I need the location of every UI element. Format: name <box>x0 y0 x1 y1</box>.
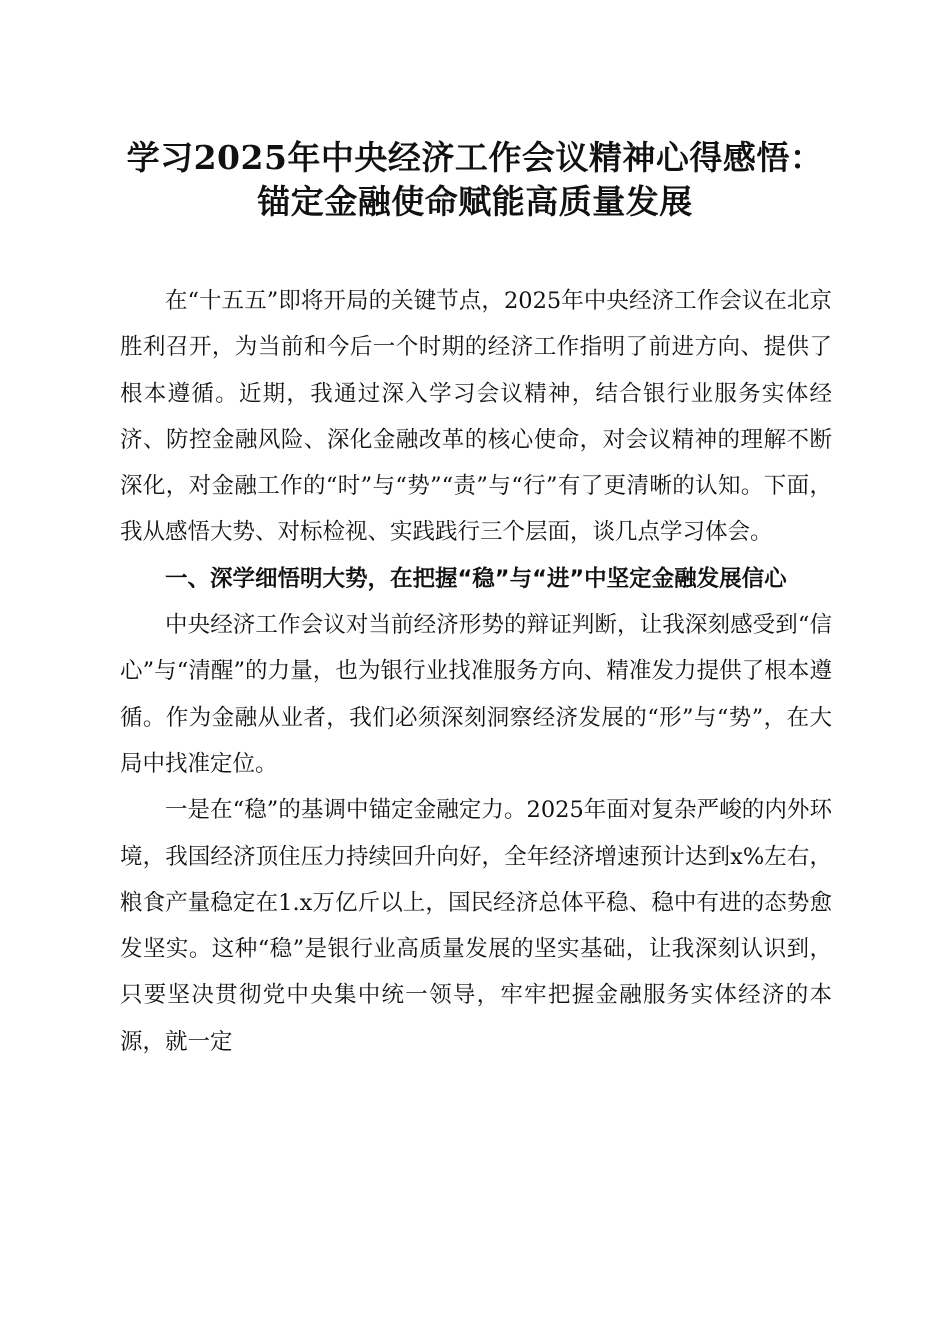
intro-paragraph: 在“十五五”即将开局的关键节点，2025年中央经济工作会议在北京胜利召开，为当前和今后一个时期的经济工作指明了前进方向、提供了根本遵循。近期，我通过深入学习会议精神，结合银行业服务实体经济、防控金融风险、深化金融改革的核心使命，对会议精神的理解不断深化，对金融工作的“时”与“势”“责”与“行”有了更清晰的认知。下面，我从感悟大势、对标检视、实践践行三个层面，谈几点学习体会。 <box>120 288 832 546</box>
document-body <box>120 278 832 1065</box>
section-1-paragraph-1: 中央经济工作会议对当前经济形势的辩证判断，让我深刻感受到“信心”与“清醒”的力量，也为银行业找准服务方向、精准发力提供了根本遵循。作为金融从业者，我们必须深刻洞察经济发展的“形”与“势”，在大局中找准定位。 <box>120 612 832 777</box>
title-line-2: 锚定金融使命赋能高质量发展 <box>257 182 693 221</box>
document-title <box>0 136 950 224</box>
section-heading-1: 一、深学细悟明大势，在把握“稳”与“进”中坚定金融发展信心 <box>165 565 787 592</box>
title-line-1: 学习2025年中央经济工作会议精神心得感悟： <box>126 138 824 177</box>
section-1-paragraph-2: 一是在“稳”的基调中锚定金融定力。2025年面对复杂严峻的内外环境，我国经济顶住压力持续回升向好，全年经济增速预计达到x%左右，粮食产量稳定在1.x万亿斤以上，国民经济总体平稳、稳中有进的态势愈发坚实。这种“稳”是银行业高质量发展的坚实基础，让我深刻认识到，只要坚决贯彻党中央集中统一领导，牢牢把握金融服务实体经济的本源，就一定 <box>120 797 832 1055</box>
